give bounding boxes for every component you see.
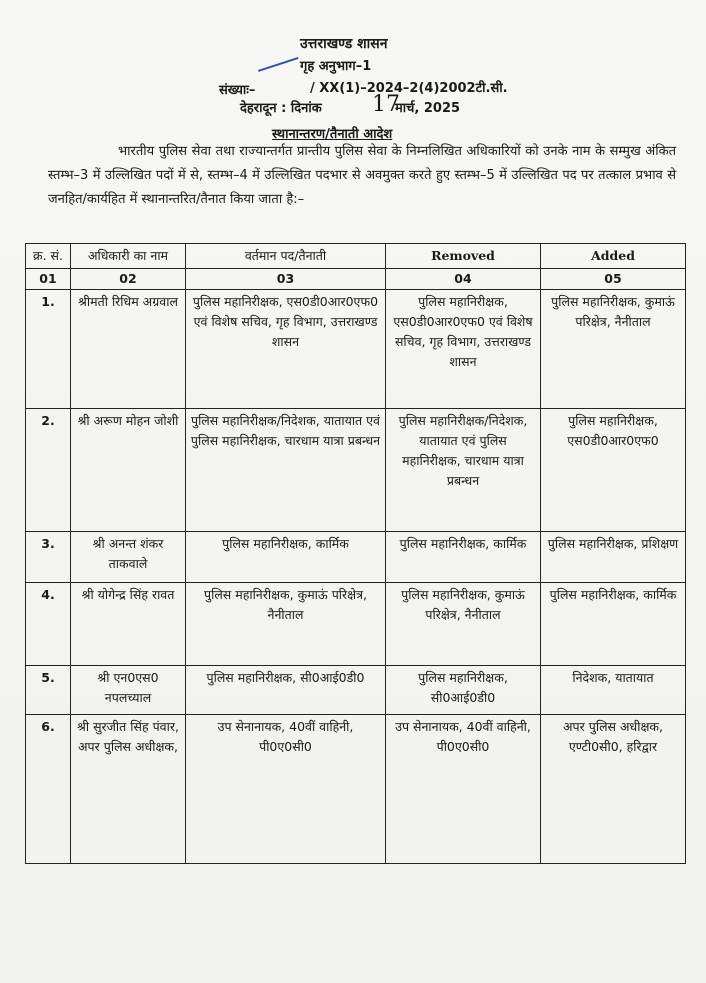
row-current-post: पुलिस महानिरीक्षक, सी0आई0डी0 xyxy=(186,666,386,715)
row-added: पुलिस महानिरीक्षक, प्रशिक्षण xyxy=(541,532,686,583)
row-added: निदेशक, यातायात xyxy=(541,666,686,715)
table-row xyxy=(26,290,686,409)
row-added: पुलिस महानिरीक्षक, कुमाऊं परिक्षेत्र, नैनीताल xyxy=(541,290,686,409)
column-number-row xyxy=(26,269,686,290)
row-current-post: उप सेनानायक, 40वीं वाहिनी, पी0ए0सी0 xyxy=(186,715,386,864)
row-officer-name: श्री सुरजीत सिंह पंवार, अपर पुलिस अधीक्षक, xyxy=(71,715,186,864)
intro-paragraph: भारतीय पुलिस सेवा तथा राज्यान्तर्गत प्रान्तीय पुलिस सेवा के निम्नलिखित अधिकारियों को उनके नाम के सम्मुख अंकित स्तम्भ–3 में उल्लिखित पदों में से, स्तम्भ–4 में उल्लिखित पदभार से अवमुक्त करते हुए स्तम्भ–5 में उल्लिखित पद पर तत्काल प्रभाव से जनहित/कार्यहित में स्थानान्तरित/तैनात किया जाता है:– xyxy=(48,144,676,207)
row-officer-name: श्री योगेन्द्र सिंह रावत xyxy=(71,583,186,666)
header-officer-name: अधिकारी का नाम xyxy=(71,244,186,269)
row-officer-name: श्री एन0एस0 नपलच्याल xyxy=(71,666,186,715)
row-sno: 4. xyxy=(26,583,71,666)
table-row xyxy=(26,715,686,864)
header-sno: क्र. सं. xyxy=(26,244,71,269)
table-row xyxy=(26,583,686,666)
col-number: 01 xyxy=(26,269,71,290)
col-number: 03 xyxy=(186,269,386,290)
header-current-post: वर्तमान पद/तैनाती xyxy=(186,244,386,269)
row-current-post: पुलिस महानिरीक्षक, कार्मिक xyxy=(186,532,386,583)
col-number: 02 xyxy=(71,269,186,290)
row-removed: पुलिस महानिरीक्षक, एस0डी0आर0एफ0 एवं विशेष सचिव, गृह विभाग, उत्तराखण्ड शासन xyxy=(386,290,541,409)
row-current-post: पुलिस महानिरीक्षक, कुमाऊं परिक्षेत्र, नैनीताल xyxy=(186,583,386,666)
row-sno: 2. xyxy=(26,409,71,532)
row-officer-name: श्री अनन्त शंकर ताकवाले xyxy=(71,532,186,583)
row-current-post: पुलिस महानिरीक्षक/निदेशक, यातायात एवं पुलिस महानिरीक्षक, चारधाम यात्रा प्रबन्धन xyxy=(186,409,386,532)
col-number: 04 xyxy=(386,269,541,290)
row-removed: पुलिस महानिरीक्षक, कार्मिक xyxy=(386,532,541,583)
row-sno: 1. xyxy=(26,290,71,409)
row-officer-name: श्री अरूण मोहन जोशी xyxy=(71,409,186,532)
order-title: स्थानान्तरण/तैनाती आदेश xyxy=(272,127,393,142)
handwritten-day: 17 xyxy=(372,92,400,117)
row-officer-name: श्रीमती रिधिम अग्रवाल xyxy=(71,290,186,409)
row-added: पुलिस महानिरीक्षक, कार्मिक xyxy=(541,583,686,666)
month-year: मार्च, 2025 xyxy=(395,101,461,116)
row-sno: 6. xyxy=(26,715,71,864)
table-row xyxy=(26,532,686,583)
row-current-post: पुलिस महानिरीक्षक, एस0डी0आर0एफ0 एवं विशेष सचिव, गृह विभाग, उत्तराखण्ड शासन xyxy=(186,290,386,409)
government-title: उत्तराखण्ड शासन xyxy=(300,36,388,52)
row-added: अपर पुलिस अधीक्षक, एण्टी0सी0, हरिद्वार xyxy=(541,715,686,864)
col-number: 05 xyxy=(541,269,686,290)
section-title: गृह अनुभाग–1 xyxy=(300,59,372,74)
row-removed: पुलिस महानिरीक्षक, सी0आई0डी0 xyxy=(386,666,541,715)
transfer-table xyxy=(25,243,686,864)
reference-label: संख्याः– xyxy=(219,83,256,98)
handwritten-stroke xyxy=(258,57,305,91)
table-header-row xyxy=(26,244,686,269)
place-date-label: देहरादून : दिनांक xyxy=(240,101,322,116)
row-added: पुलिस महानिरीक्षक, एस0डी0आर0एफ0 xyxy=(541,409,686,532)
row-sno: 5. xyxy=(26,666,71,715)
row-removed: पुलिस महानिरीक्षक, कुमाऊं परिक्षेत्र, नैनीताल xyxy=(386,583,541,666)
header-added: Added xyxy=(541,244,686,269)
table-row xyxy=(26,666,686,715)
header-removed: Removed xyxy=(386,244,541,269)
row-removed: पुलिस महानिरीक्षक/निदेशक, यातायात एवं पुलिस महानिरीक्षक, चारधाम यात्रा प्रबन्धन xyxy=(386,409,541,532)
reference-number: / XX(1)–2024–2(4)2002टी.सी. xyxy=(310,81,508,96)
row-sno: 3. xyxy=(26,532,71,583)
table-row xyxy=(26,409,686,532)
row-removed: उप सेनानायक, 40वीं वाहिनी, पी0ए0सी0 xyxy=(386,715,541,864)
